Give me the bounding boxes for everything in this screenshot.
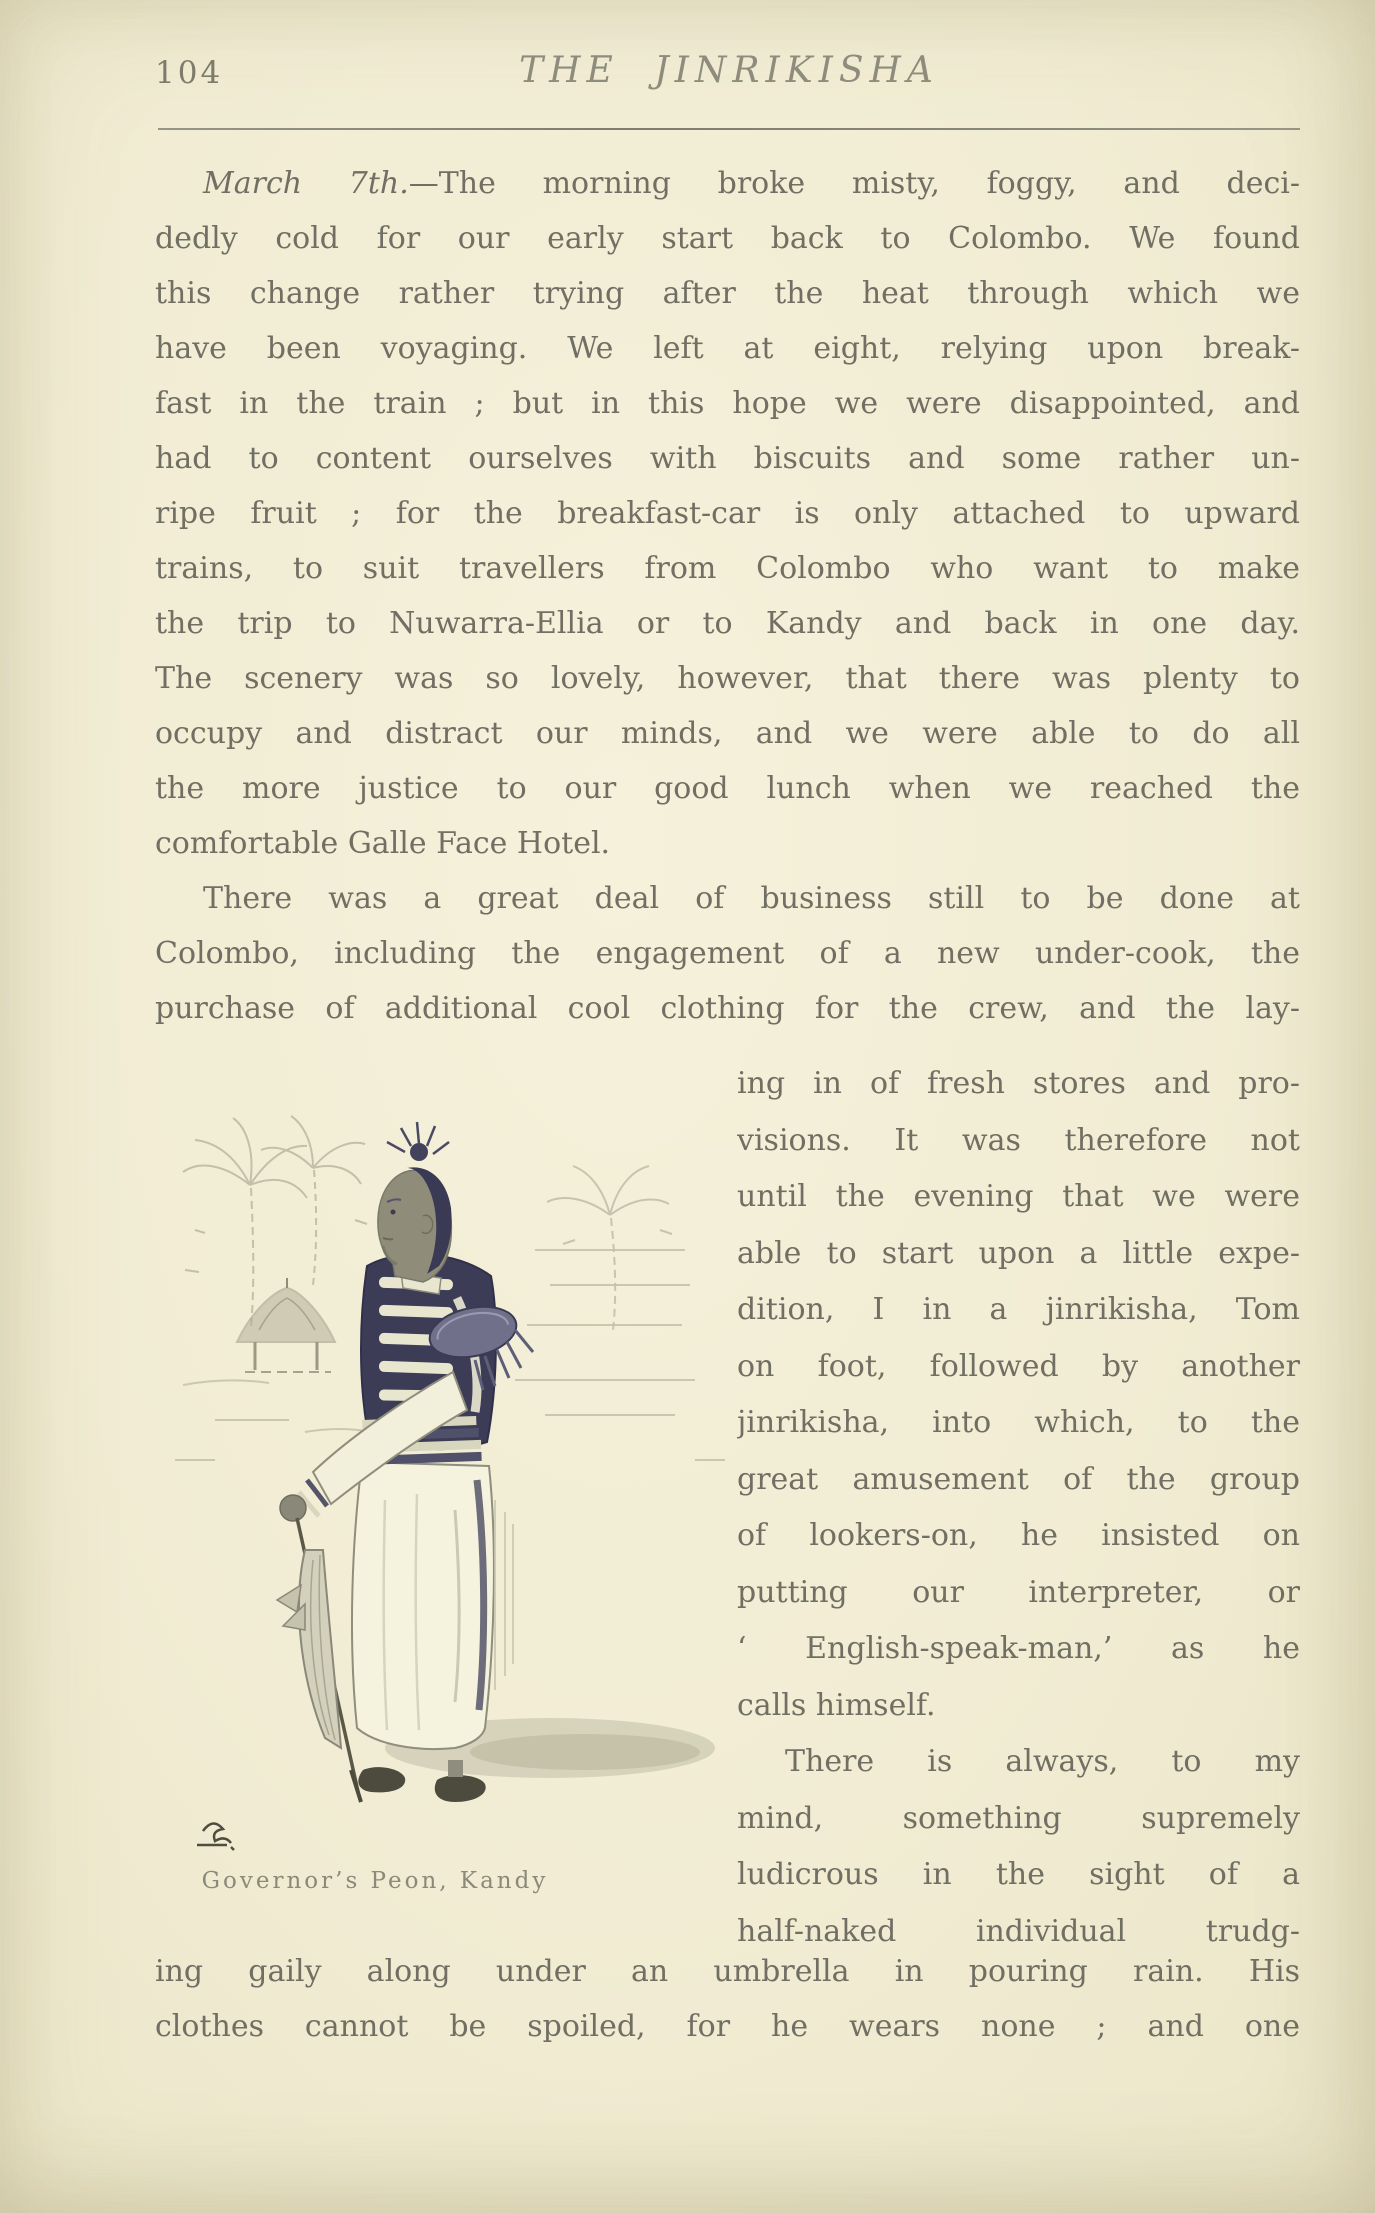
text-line: trains, to suit travellers from Colombo who want to make <box>155 551 1300 586</box>
text-line: ludicrous in the sight of a <box>737 1857 1300 1892</box>
text-line: dedly cold for our early start back to Colombo. We found <box>155 221 1300 256</box>
text-line: ing gaily along under an umbrella in pouring rain. His <box>155 1954 1300 1989</box>
text-line: fast in the train ; but in this hope we were disappointed, and <box>155 386 1300 421</box>
text-line: There was a great deal of business still to be done at <box>203 881 1300 916</box>
illustration-caption: Governor’s Peon, Kandy <box>201 1868 549 1894</box>
text-line: putting our interpreter, or <box>737 1574 1300 1610</box>
peon-illustration <box>155 1080 737 1860</box>
running-title: THE JINRIKISHA <box>519 50 939 91</box>
text-line: of lookers-on, he insisted on <box>737 1518 1300 1553</box>
text-line: able to start upon a little expe- <box>737 1235 1300 1271</box>
column-text-block <box>737 1056 1300 1960</box>
text-line: until the evening that we were <box>737 1179 1300 1214</box>
page-number: 104 <box>155 55 224 91</box>
text-line: ing in of fresh stores and pro- <box>737 1066 1300 1101</box>
text-line: the more justice to our good lunch when we reached the <box>155 771 1300 806</box>
text-line <box>155 156 1300 211</box>
text-line: on foot, followed by another <box>737 1348 1300 1384</box>
palm-tree-right-icon <box>547 1166 672 1330</box>
text-line: purchase of additional cool clothing for the crew, and the lay- <box>155 991 1300 1026</box>
text-line: There is always, to my <box>785 1744 1300 1779</box>
pavilion-icon <box>237 1278 335 1372</box>
text-line: great amusement of the group <box>737 1461 1300 1497</box>
text-line: jinrikisha, into which, to the <box>737 1405 1300 1440</box>
artist-monogram <box>197 1823 234 1850</box>
text-line: dition, I in a jinrikisha, Tom <box>737 1292 1300 1327</box>
text-line: visions. It was therefore not <box>737 1122 1300 1158</box>
wrapped-section <box>155 1042 1300 1967</box>
text-line: Colombo, including the engagement of a new under-cook, the <box>155 936 1300 971</box>
bottom-text-block <box>155 1944 1300 2054</box>
umbrella-icon <box>277 1518 361 1802</box>
text-line: mind, something supremely <box>737 1800 1300 1836</box>
text-line: The scenery was so lovely, however, that there was plenty to <box>155 661 1300 696</box>
header-rule <box>158 128 1300 130</box>
text-line: ripe fruit ; for the breakfast-car is only attached to upward <box>155 496 1300 531</box>
main-text-block <box>155 156 1300 1036</box>
text-line: half-naked individual trudg- <box>737 1913 1300 1949</box>
text-line: occupy and distract our minds, and we were able to do all <box>155 716 1300 751</box>
text-line: this change rather trying after the heat through which we <box>155 276 1300 311</box>
text-line: calls himself. <box>737 1687 936 1723</box>
line-rest: —The morning broke misty, foggy, and deci- <box>408 166 1300 201</box>
date-lead: March 7th. <box>203 166 409 201</box>
text-line: have been voyaging. We left at eight, relying upon break- <box>155 331 1300 366</box>
text-line: ‘ English-speak-man,’ as he <box>737 1631 1300 1666</box>
text-line: had to content ourselves with biscuits and some rather un- <box>155 441 1300 476</box>
text-line: comfortable Galle Face Hotel. <box>155 826 611 861</box>
text-line: the trip to Nuwarra-Ellia or to Kandy and back in one day. <box>155 606 1300 641</box>
text-line: clothes cannot be spoiled, for he wears none ; and one <box>155 2009 1300 2044</box>
